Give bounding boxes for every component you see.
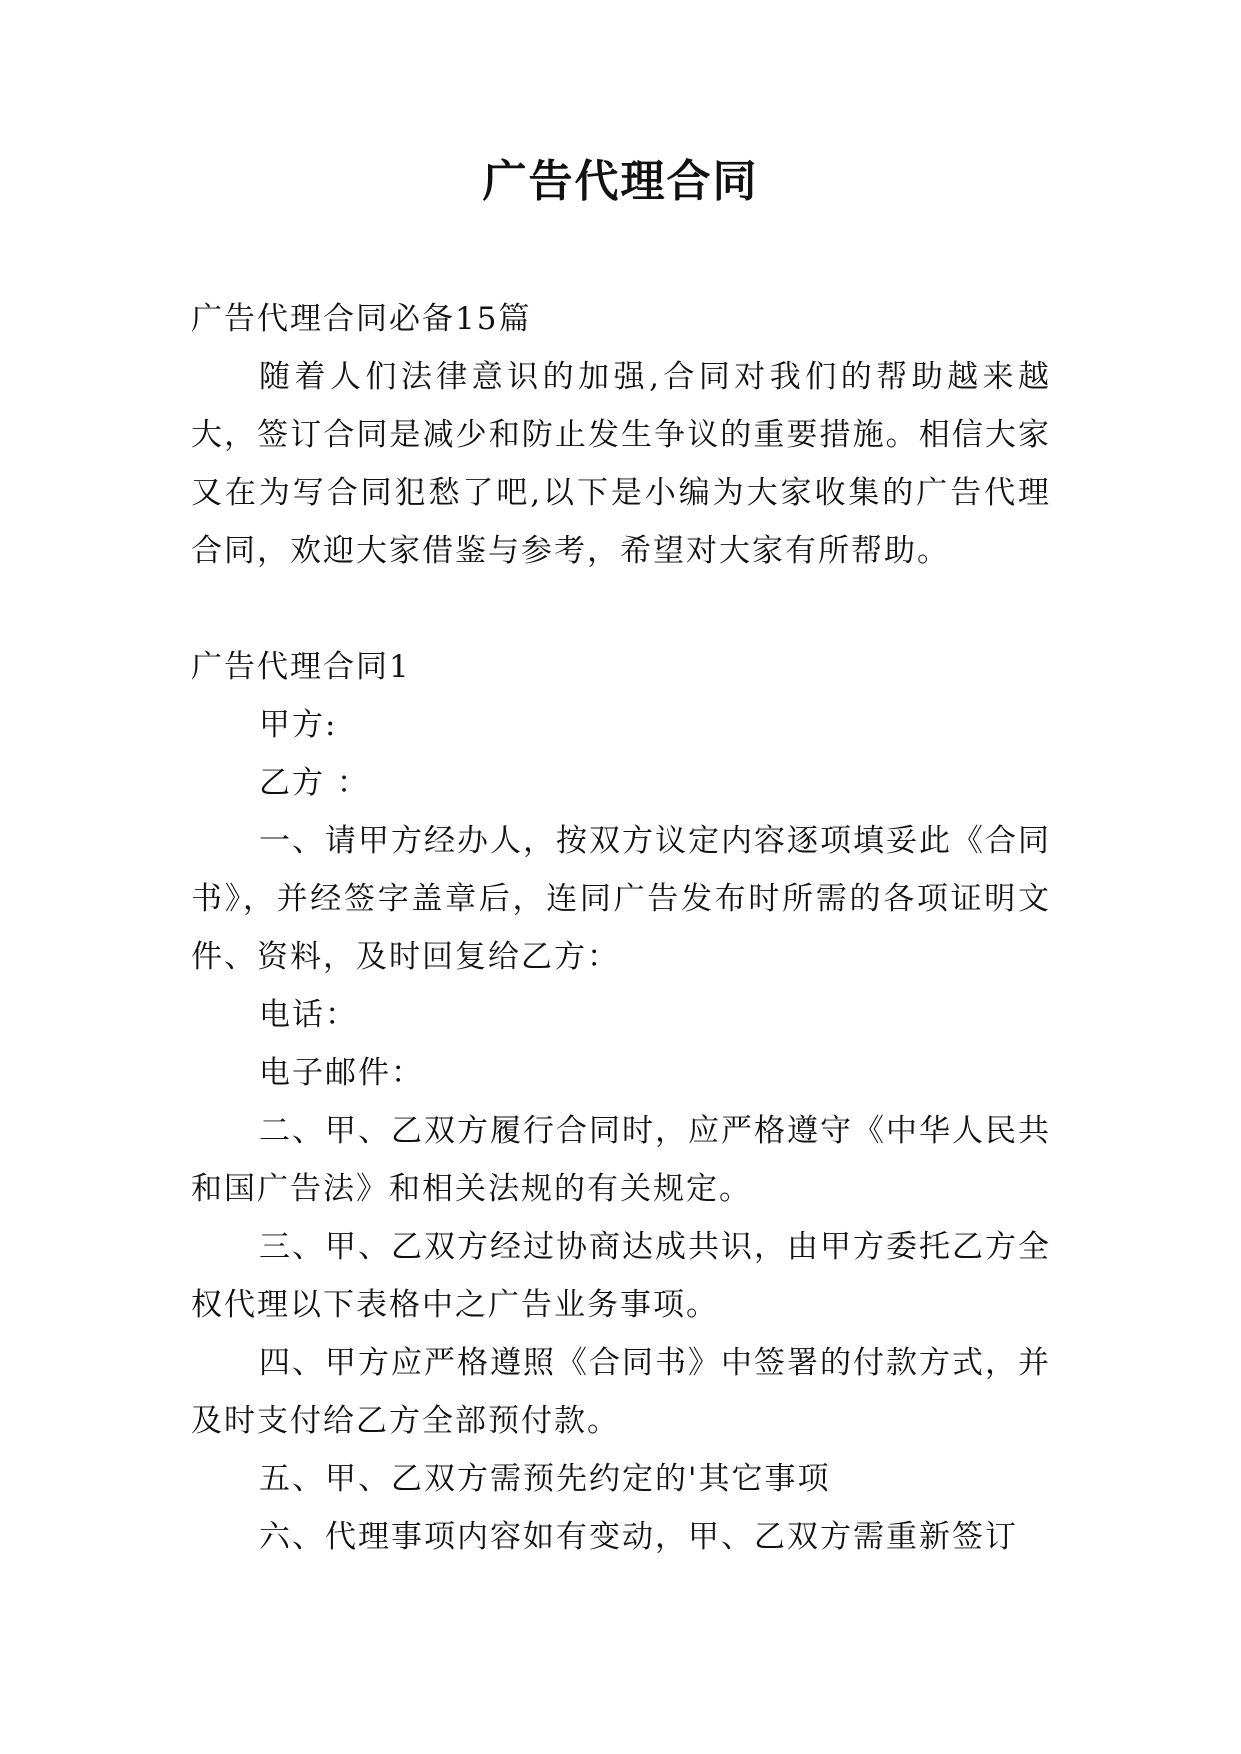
document-subtitle: 广告代理合同必备15篇 [191,301,532,337]
party-b-line: 乙方 ： [259,765,370,801]
clause-2: 二、甲、乙双方履行合同时，应严格遵守《中华人民共和国广告法》和相关法规的有关规定。 [191,1113,1051,1207]
phone-line: 电话： [259,997,358,1033]
paragraph-spacer [191,580,1051,638]
clause-1: 一、请甲方经办人，按双方议定内容逐项填妥此《合同书》，并经签字盖章后，连同广告发布时所需的各项证明文件、资料，及时回复给乙方： [191,823,1051,975]
clause-5: 五、甲、乙双方需预先约定的'其它事项 [259,1461,831,1497]
clause-4: 四、甲方应严格遵照《合同书》中签署的付款方式，并及时支付给乙方全部预付款。 [191,1345,1051,1439]
document-title: 广告代理合同 [482,156,759,207]
intro-paragraph: 随着人们法律意识的加强,合同对我们的帮助越来越大，签订合同是减少和防止发生争议的重要措施。相信大家又在为写合同犯愁了吧,以下是小编为大家收集的广告代理合同，欢迎大家借鉴与参考，希望对大家有所帮助。 [191,359,1051,569]
clause-6: 六、代理事项内容如有变动，甲、乙双方需重新签订 [259,1519,1018,1555]
party-a-line: 甲方: [259,707,338,743]
email-line: 电子邮件： [259,1055,424,1091]
clause-3: 三、甲、乙双方经过协商达成共识，由甲方委托乙方全权代理以下表格中之广告业务事项。 [191,1229,1051,1323]
section-heading: 广告代理合同1 [191,649,411,685]
document-body [191,290,1051,1566]
